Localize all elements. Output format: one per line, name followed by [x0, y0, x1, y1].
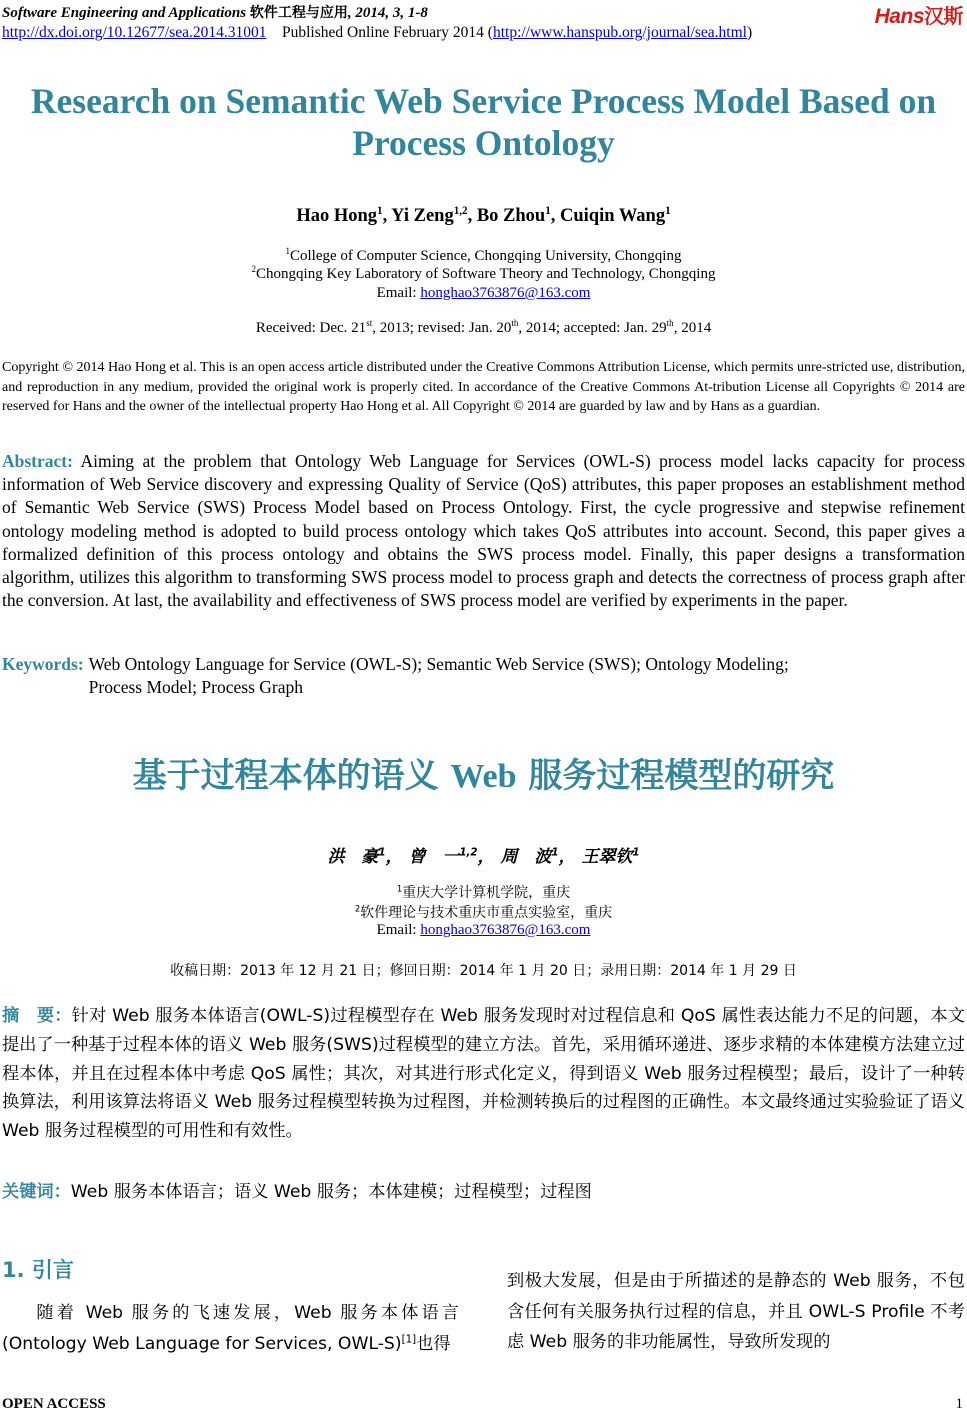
affiliation-number: 2 — [354, 903, 361, 914]
affiliation-number: 2 — [251, 264, 257, 274]
keywords-text-cn: Web 服务本体语言；语义 Web 服务；本体建模；过程模型；过程图 — [70, 1182, 592, 1202]
ordinal-suffix: th — [511, 318, 519, 328]
keywords-line: Web Ontology Language for Service (OWL-S); Semantic Web Service (SWS); Ontology Modeling; — [88, 654, 789, 674]
body-text: 随着 Web 服务的飞速发展，Web 服务本体语言(Ontology Web Language for Services, OWL-S) — [2, 1303, 459, 1354]
affiliation-en-1 — [0, 248, 967, 265]
author: 洪 豪 — [327, 847, 379, 867]
published-prefix: Published Online February 2014 ( — [282, 24, 493, 41]
journal-name-cn: 软件工程与应用 — [249, 5, 348, 21]
affiliation-text: College of Computer Science, Chongqing University, Chongqing — [290, 248, 682, 264]
received-dates-en — [0, 320, 967, 337]
abstract-text: Aiming at the problem that Ontology Web Language for Services (OWL-S) process model lacks capacity for process information of Web Service discovery and expressing Quality of Service (QoS) attributes, this paper proposes an establishment method of Semantic Web Service (SWS) Process Model based on Process Ontology. First, the cycle progressive and stepwise refinement ontology modeling method is adopted to build process ontology which takes QoS attributes into account. Second, this paper gives a formalized definition of this process ontology and obtains the SWS process model. Finally, this paper designs a transformation algorithm, utilizes this algorithm to transforming SWS process model to process graph and detects the correctness of process graph after the conversion. At last, the availability and effectiveness of SWS process model are verified by experiments in the paper. — [2, 451, 965, 611]
keywords-label: Keywords: — [2, 654, 84, 674]
published-suffix: ) — [746, 24, 753, 41]
publication-info — [2, 24, 752, 42]
affiliation-number: 1 — [285, 246, 290, 256]
open-access-label: OPEN ACCESS — [2, 1396, 106, 1412]
email-label: Email: — [376, 285, 421, 301]
abstract-label-cn: 摘 要： — [2, 1006, 72, 1026]
paper-title-cn — [0, 748, 967, 797]
email-label: Email: — [376, 922, 421, 938]
title-cn-latin: Web — [450, 758, 517, 795]
journal-name-en: Software Engineering and Applications — [2, 5, 247, 21]
author-separator: ， — [558, 847, 576, 867]
affiliation-en-2 — [0, 266, 967, 283]
author-affiliation-mark: 1 — [665, 204, 671, 217]
email-link[interactable]: honghao3763876@163.com — [420, 922, 591, 938]
ordinal-suffix: st — [366, 318, 373, 328]
author-separator: , — [550, 206, 561, 226]
email-en — [0, 285, 967, 302]
ordinal-suffix: th — [666, 318, 674, 328]
keywords-label-cn: 关键词： — [2, 1182, 71, 1202]
author: Yi Zeng — [391, 206, 454, 226]
logo-cn: 汉斯 — [924, 4, 963, 28]
author: 曾 一 — [408, 847, 460, 867]
author-affiliation-mark: 1,2 — [459, 847, 478, 859]
section-heading: 1. 引言 — [2, 1258, 74, 1282]
accepted-text: , 2014; accepted: Jan. 29 — [518, 320, 667, 336]
author-separator: ， — [385, 847, 403, 867]
email-link[interactable]: honghao3763876@163.com — [420, 285, 591, 301]
affiliation-text: Chongqing Key Laboratory of Software Theory and Technology, Chongqing — [256, 266, 716, 282]
author: Cuiqin Wang — [560, 206, 666, 226]
copyright-notice: Copyright © 2014 Hao Hong et al. This is an open access article distributed under the Creative Commons Attribution License, which permits unre-stricted use, distribution, and reproduction in any medium, provided the original work is properly cited. In accordance of the Creative Commons At-tribution License all Copyrights © 2014 are reserved for Hans and the owner of the intellectual property Hao Hong et al. All Copyright © 2014 are guarded by law and by Hans as a guardian. — [2, 360, 965, 414]
author-separator: ， — [477, 847, 495, 867]
authors-en — [0, 206, 967, 227]
abstract-text-cn: 针对 Web 服务本体语言(OWL-S)过程模型存在 Web 服务发现时对过程信息和 QoS 属性表达能力不足的问题，本文提出了一种基于过程本体的语义 Web 服务(SWS)过程模型的建立方法。首先，采用循环递进、逐步求精的本体建模方法建立过程本体，并且在过程本体中考虑 QoS 属性；其次，对其进行形式化定义，得到语义 Web 服务过程模型；最后，设计了一种转换算法，利用该算法将语义 Web 服务过程模型转换为过程图，并检测转换后的过程图的正确性。本文最终通过实验验证了语义 Web 服务过程模型的可用性和有效性。 — [2, 1006, 965, 1142]
affiliation-text: 重庆大学计算机学院，重庆 — [402, 885, 571, 901]
affiliation-number: 1 — [396, 883, 403, 894]
author-affiliation-mark: 1 — [545, 204, 551, 217]
author-affiliation-mark: 1 — [551, 847, 559, 859]
journal-issue: , 2014, 3, 1-8 — [347, 5, 428, 21]
author-separator: , — [382, 206, 392, 226]
keywords-line: Process Model; Process Graph — [88, 677, 303, 697]
author-affiliation-mark: 1 — [632, 847, 640, 859]
author: 周 波 — [500, 847, 552, 867]
author: Bo Zhou — [476, 206, 546, 226]
journal-link[interactable]: http://www.hanspub.org/journal/sea.html — [492, 24, 747, 41]
hans-logo — [875, 0, 963, 29]
author-separator: , — [467, 206, 477, 226]
year-text: , 2014 — [673, 320, 712, 336]
abstract-cn — [2, 1002, 965, 1146]
keywords-en — [2, 653, 965, 699]
abstract-en — [2, 450, 965, 612]
received-text: Received: Dec. 21 — [255, 320, 367, 336]
affiliation-text: 软件理论与技术重庆市重点实验室，重庆 — [360, 905, 613, 921]
abstract-label: Abstract: — [2, 451, 73, 471]
body-column-left — [2, 1298, 459, 1359]
email-cn — [0, 922, 967, 939]
page-number: 1 — [955, 1396, 963, 1412]
body-column-right: 到极大发展，但是由于所描述的是静态的 Web 服务，不包含任何有关服务执行过程的信息，并且 OWL-S Profile 不考虑 Web 服务的非功能属性，导致所发现的 — [507, 1271, 965, 1352]
title-cn-part: 服务过程模型的研究 — [516, 756, 835, 796]
author-affiliation-mark: 1 — [378, 847, 386, 859]
doi-link[interactable]: http://dx.doi.org/10.12677/sea.2014.31001 — [2, 24, 267, 41]
revised-text: , 2013; revised: Jan. 20 — [372, 320, 512, 336]
citation-ref[interactable]: [1] — [401, 1332, 417, 1345]
paper-title-en: Research on Semantic Web Service Process Model Based on Process Ontology — [30, 81, 937, 163]
author: 王翠钦 — [581, 847, 633, 867]
affiliation-cn-1 — [0, 882, 967, 902]
author: Hao Hong — [296, 206, 378, 226]
title-cn-part: 基于过程本体的语义 — [132, 756, 451, 796]
author-affiliation-mark: 1 — [377, 204, 383, 217]
journal-header — [2, 2, 428, 22]
author-affiliation-mark: 1,2 — [453, 204, 468, 217]
keywords-cn — [2, 1177, 965, 1202]
received-dates-cn: 收稿日期：2013 年 12 月 21 日；修回日期：2014 年 1 月 20 日；录用日期：2014 年 1 月 29 日 — [170, 963, 797, 979]
authors-cn — [0, 842, 967, 867]
body-text: 也得 — [416, 1333, 451, 1354]
logo-latin: Hans — [874, 5, 924, 28]
affiliation-cn-2 — [0, 902, 967, 922]
